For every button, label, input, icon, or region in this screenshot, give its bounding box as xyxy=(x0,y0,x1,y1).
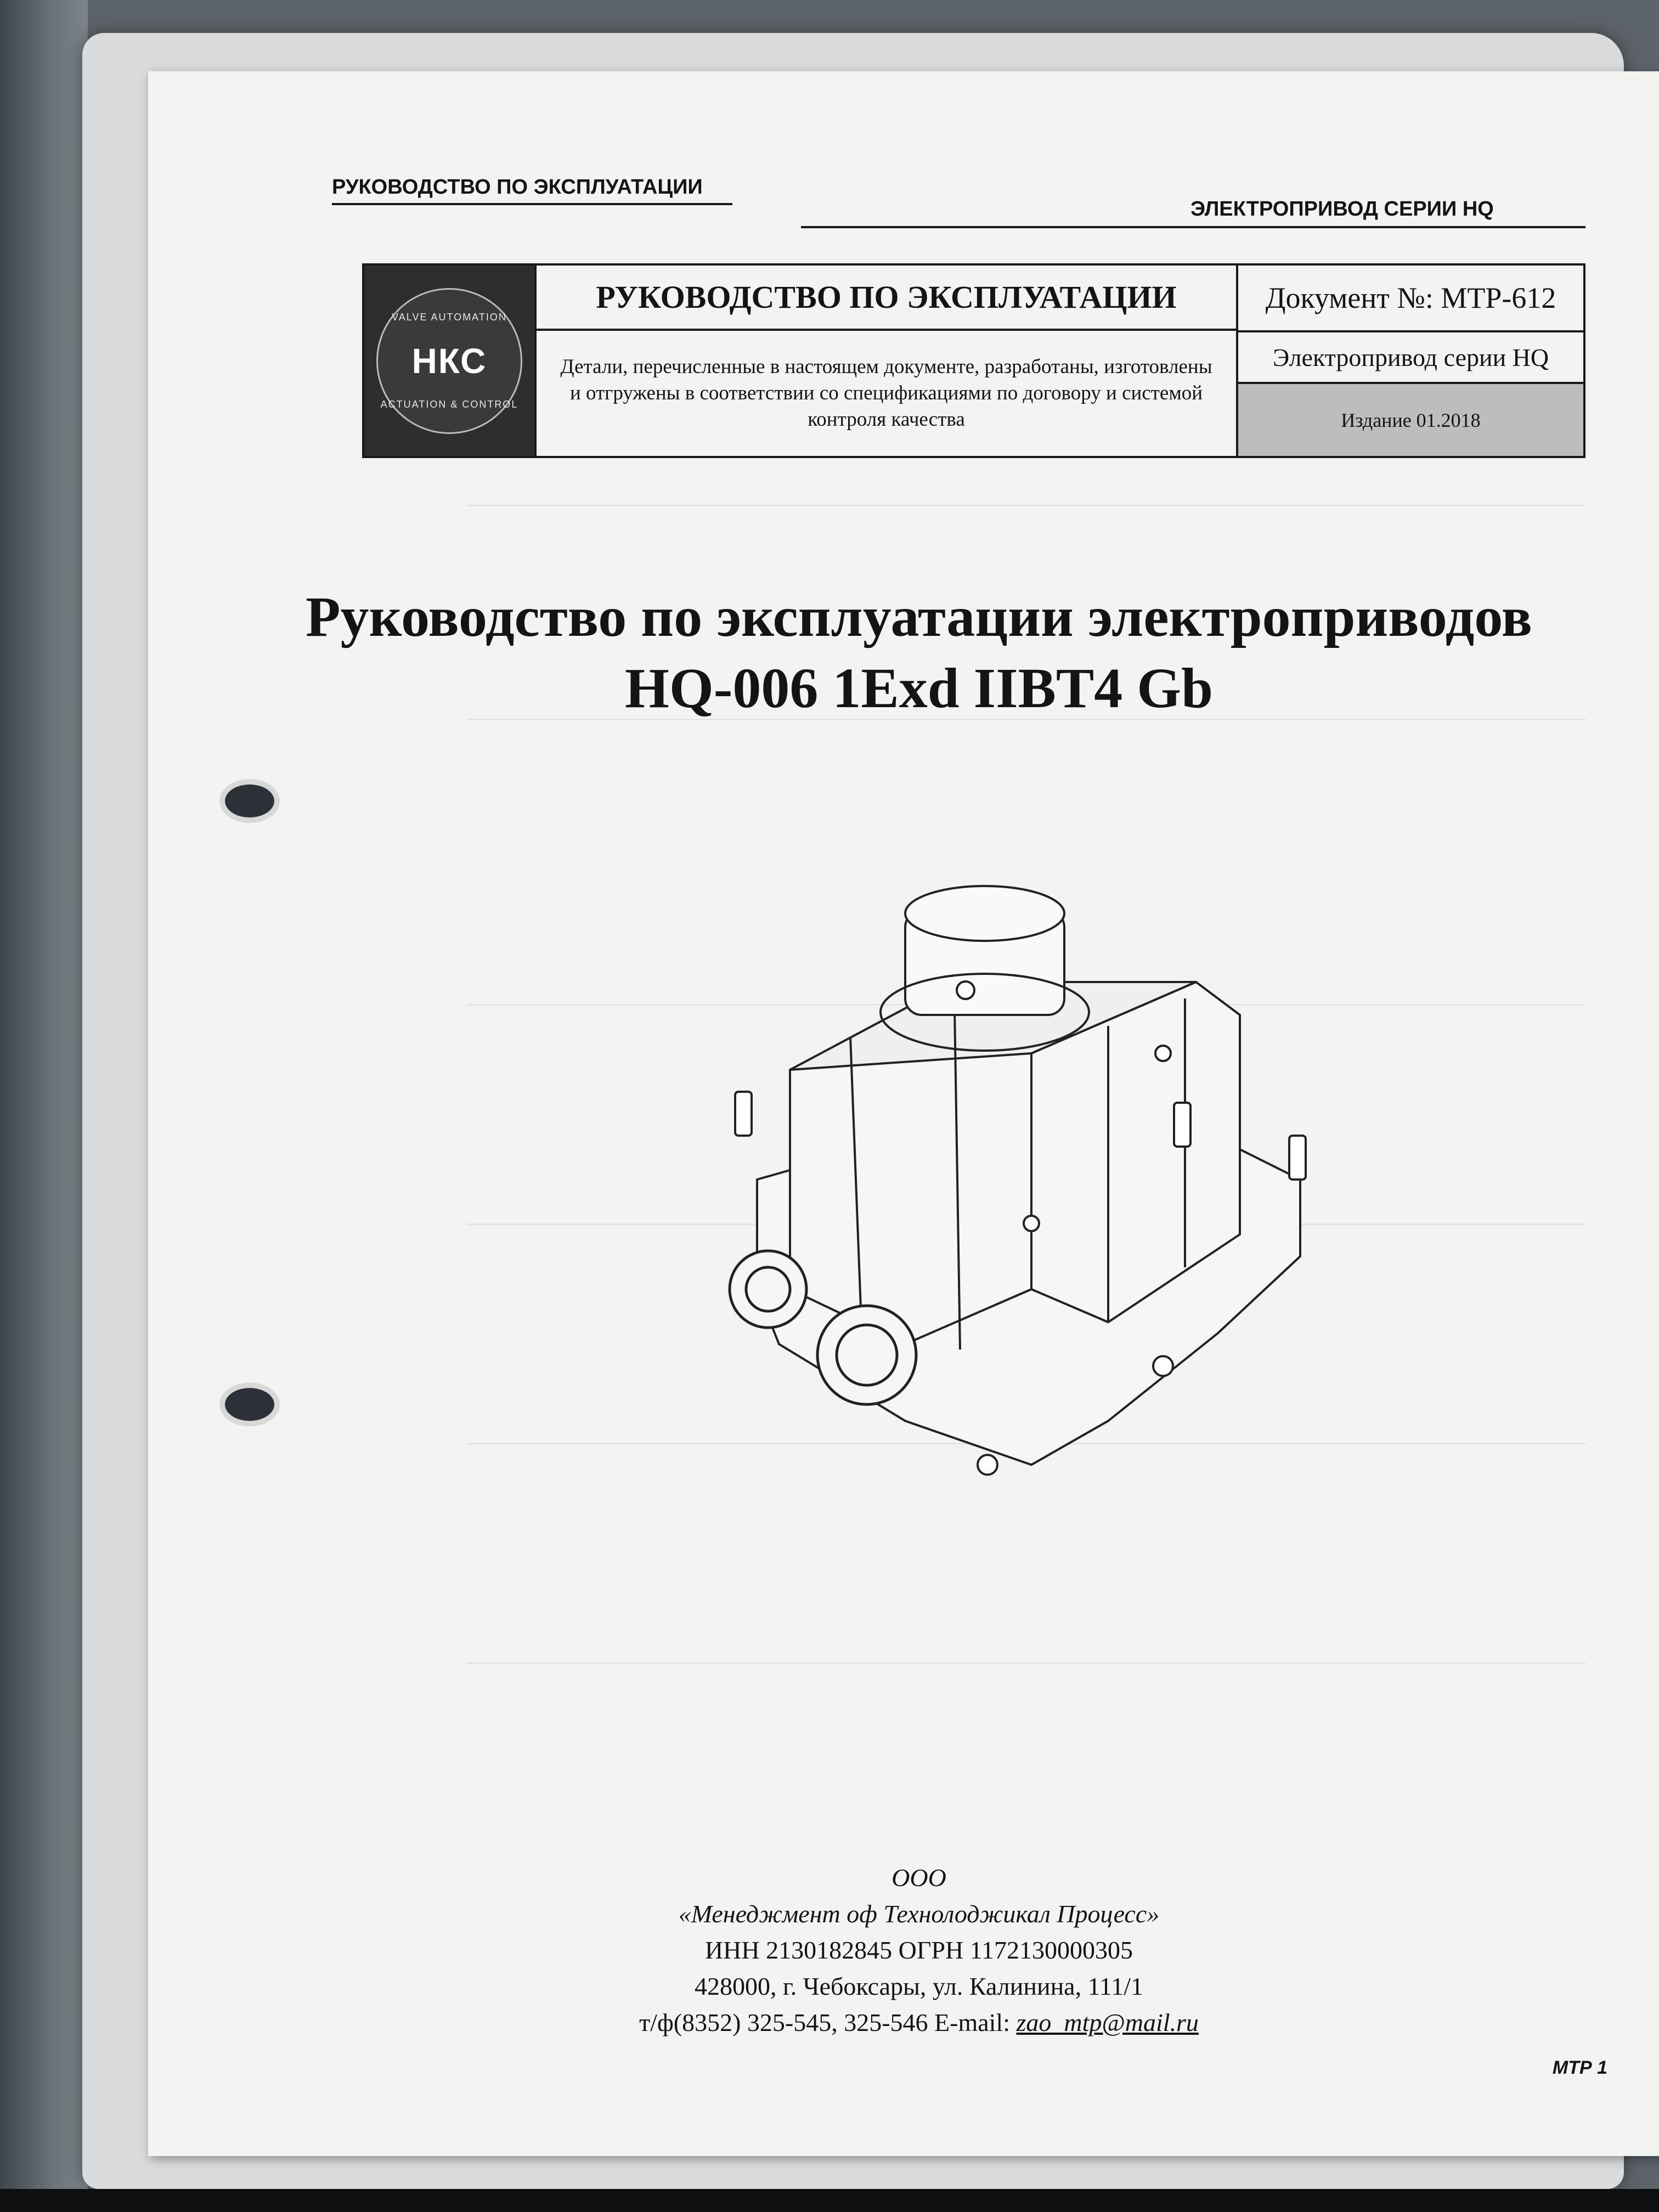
logo-text: НКС xyxy=(411,341,487,381)
document-info-cell xyxy=(1238,266,1583,456)
footer-email-link[interactable]: zao_mtp@mail.ru xyxy=(1016,2008,1199,2036)
running-header-left: РУКОВОДСТВО ПО ЭКСПЛУАТАЦИИ xyxy=(332,176,703,199)
series-name: Электропривод серии HQ xyxy=(1238,332,1583,384)
footer-address: 428000, г. Чебоксары, ул. Калинина, 111/1 xyxy=(695,1972,1143,2000)
document-number: Документ №: МТР-612 xyxy=(1238,266,1583,332)
table-title: РУКОВОДСТВО ПО ЭКСПЛУАТАЦИИ xyxy=(537,266,1236,331)
actuator-drawing xyxy=(724,872,1328,1525)
paper-stack xyxy=(82,33,1624,2189)
footer-registration: ИНН 2130182845 ОГРН 1172130000305 xyxy=(704,1936,1133,1964)
page-number: МТР 1 xyxy=(1552,2057,1607,2078)
logo-cell xyxy=(364,266,537,456)
folder-edge xyxy=(0,0,88,2212)
edition-label: Издание 01.2018 xyxy=(1238,384,1583,456)
main-title-line2: HQ-006 1Exd IIBT4 Gb xyxy=(624,657,1214,720)
header-rule-right xyxy=(801,226,1585,228)
binder-ring-top xyxy=(219,779,280,823)
bottom-shadow xyxy=(0,2189,1659,2212)
document-header-table xyxy=(362,263,1585,458)
binder-ring-bottom xyxy=(219,1383,280,1426)
main-title-line1: Руководство по эксплуатации электроприводов xyxy=(306,585,1532,648)
running-header-right: ЭЛЕКТРОПРИВОД СЕРИИ HQ xyxy=(1190,198,1494,221)
company-logo xyxy=(376,288,522,434)
footer-phone: т/ф(8352) 325-545, 325-546 E-mail: xyxy=(639,2008,1017,2036)
footer-contacts xyxy=(148,2005,1659,2041)
footer-org-type: ООО xyxy=(891,1864,946,1892)
header-rule-left xyxy=(332,203,732,205)
cable-entry-left xyxy=(730,1251,806,1328)
main-title xyxy=(148,582,1659,724)
title-cell xyxy=(537,266,1238,456)
footer-company-name: «Менеджмент оф Технолоджикал Процесс» xyxy=(678,1900,1160,1928)
logo-arc-bottom: ACTUATION & CONTROL xyxy=(380,398,518,410)
cable-entry-right xyxy=(817,1306,916,1404)
table-description: Детали, перечисленные в настоящем документе, разработаны, изготовлены и отгружены в соответствии со спецификациями по договору и системой контроля качества xyxy=(560,356,1212,431)
document-page xyxy=(148,71,1659,2156)
company-footer xyxy=(148,1860,1659,2041)
logo-arc-top: VALVE AUTOMATION xyxy=(392,311,507,323)
